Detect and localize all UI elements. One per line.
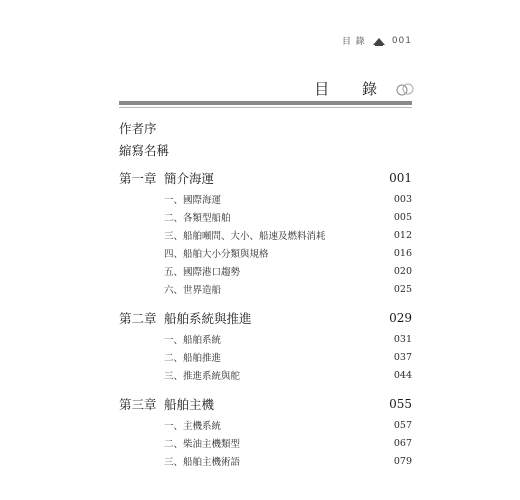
chapter-title: 船舶系統與推進 bbox=[164, 311, 252, 326]
chapter-page: 001 bbox=[389, 171, 412, 185]
running-header-page: 001 bbox=[391, 35, 412, 46]
section-row bbox=[119, 434, 412, 452]
section-row bbox=[119, 330, 412, 348]
section-page: 044 bbox=[393, 369, 412, 381]
section-page: 005 bbox=[393, 211, 412, 223]
chapter-number: 第二章 bbox=[119, 311, 157, 326]
book-icon bbox=[372, 35, 386, 47]
section-page: 016 bbox=[393, 247, 412, 259]
page-title: 目 錄 bbox=[314, 80, 391, 98]
section-title: 二、柴油主機類型 bbox=[164, 439, 241, 450]
section-page: 057 bbox=[393, 419, 412, 431]
chapter-2 bbox=[119, 306, 412, 330]
section-page: 037 bbox=[393, 351, 412, 363]
section-row bbox=[119, 416, 412, 434]
section-page: 031 bbox=[393, 333, 412, 345]
section-page: 079 bbox=[393, 455, 412, 467]
running-header bbox=[342, 34, 412, 47]
chapter-number: 第三章 bbox=[119, 397, 157, 412]
chapter-page: 055 bbox=[389, 397, 412, 411]
section-row bbox=[119, 366, 412, 384]
section-page: 003 bbox=[393, 193, 412, 205]
section-row bbox=[119, 208, 412, 226]
front-matter-abbreviations: 縮寫名稱 bbox=[119, 143, 170, 158]
section-page: 012 bbox=[393, 229, 412, 241]
chapter-page: 029 bbox=[389, 311, 412, 325]
swirl-ornament-icon bbox=[395, 81, 415, 97]
chapter-number: 第一章 bbox=[119, 171, 157, 186]
section-title: 二、各類型船舶 bbox=[164, 213, 231, 224]
section-title: 六、世界造船 bbox=[164, 285, 222, 296]
page-title-block bbox=[314, 78, 415, 99]
chapter-3 bbox=[119, 392, 412, 416]
chapter-title: 船舶主機 bbox=[164, 397, 215, 412]
table-of-contents bbox=[119, 118, 412, 470]
chapter-title: 簡介海運 bbox=[164, 171, 215, 186]
section-title: 五、國際港口趨勢 bbox=[164, 267, 241, 278]
section-row bbox=[119, 262, 412, 280]
section-row bbox=[119, 190, 412, 208]
section-page: 020 bbox=[393, 265, 412, 277]
front-matter-preface: 作者序 bbox=[119, 121, 157, 136]
section-title: 一、國際海運 bbox=[164, 195, 222, 206]
section-row bbox=[119, 226, 412, 244]
section-title: 四、船舶大小分類與規格 bbox=[164, 249, 269, 260]
section-title: 一、主機系統 bbox=[164, 421, 222, 432]
section-page: 067 bbox=[393, 437, 412, 449]
section-title: 二、船舶推進 bbox=[164, 353, 222, 364]
title-rule bbox=[119, 101, 412, 105]
section-row bbox=[119, 452, 412, 470]
section-title: 三、船舶主機術語 bbox=[164, 457, 241, 468]
chapter-1 bbox=[119, 166, 412, 190]
section-row bbox=[119, 280, 412, 298]
section-title: 一、船舶系統 bbox=[164, 335, 222, 346]
running-header-label: 目 錄 bbox=[341, 37, 366, 47]
section-row bbox=[119, 244, 412, 262]
section-title: 三、推進系統與舵 bbox=[164, 371, 241, 382]
section-row bbox=[119, 348, 412, 366]
section-page: 025 bbox=[393, 283, 412, 295]
title-rule-thin bbox=[119, 107, 412, 108]
section-title: 三、船舶噸問、大小、船速及燃料消耗 bbox=[164, 231, 326, 242]
